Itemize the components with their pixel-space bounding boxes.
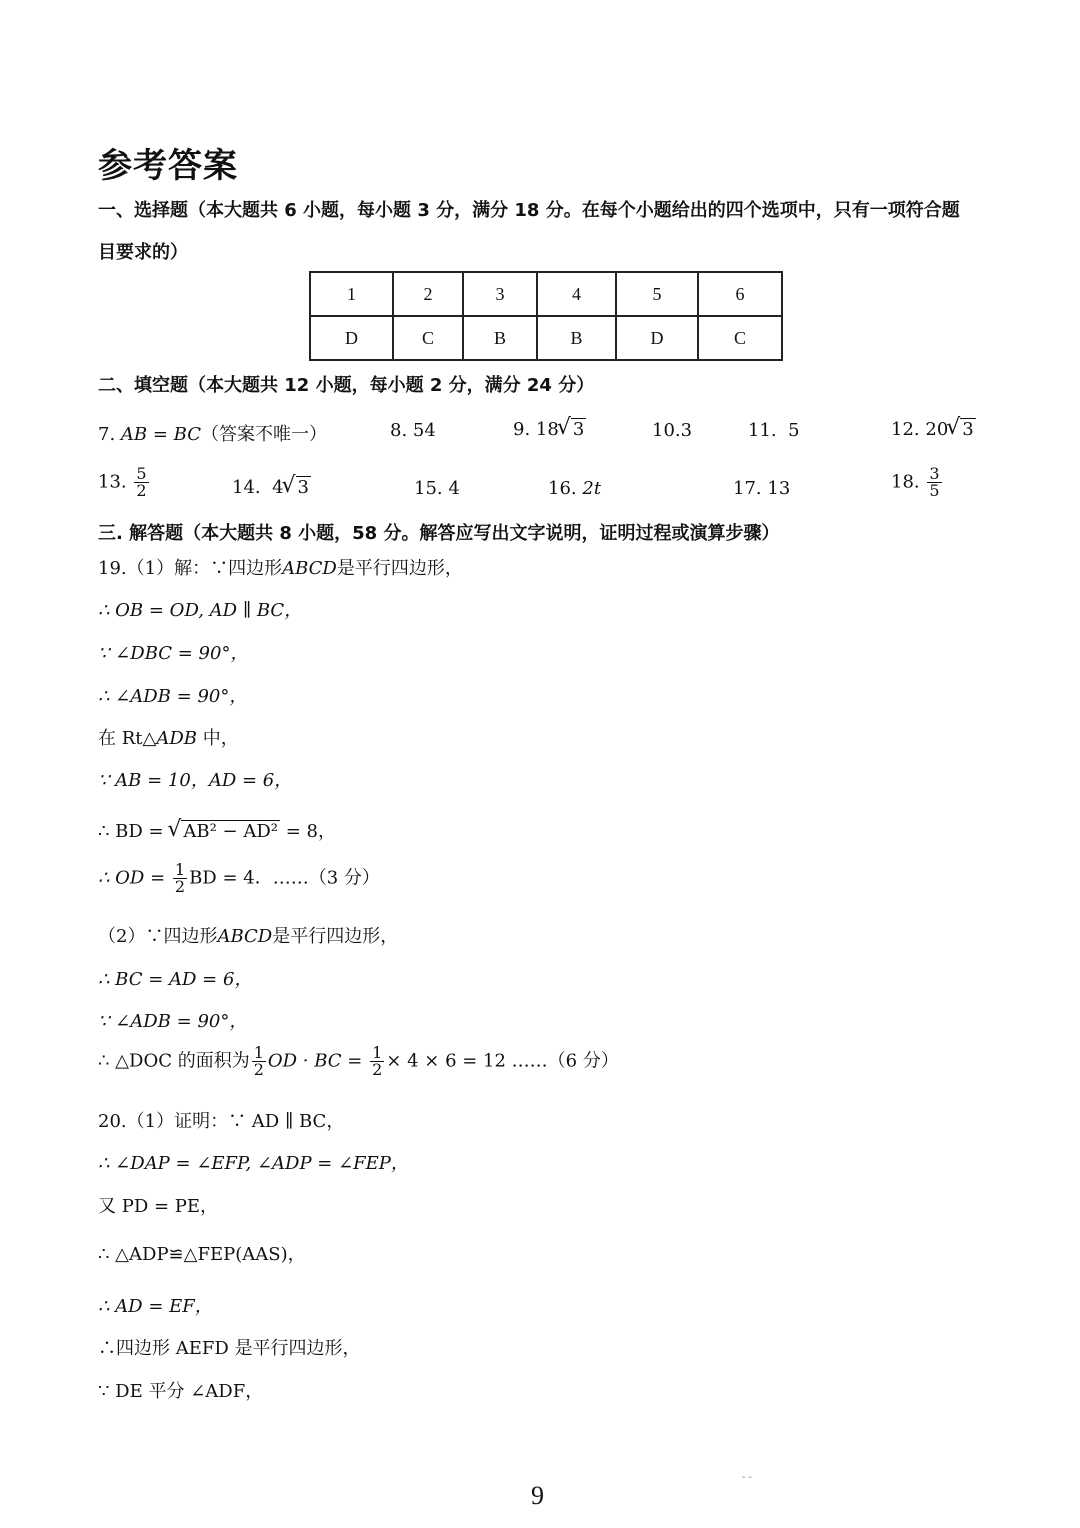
answer-q12 (891, 418, 976, 440)
answer-value: 13 (767, 478, 791, 499)
q19-line-8 (98, 862, 380, 895)
question-number: 17. (733, 478, 762, 499)
answer-coef: 18 (535, 419, 559, 440)
fraction (252, 1045, 266, 1078)
q19-line-3: ∵ ∠DBC = 90°， (98, 643, 249, 664)
question-number: 7. (98, 424, 116, 445)
answer-expr: AB = BC (120, 424, 202, 445)
fraction-numerator: 1 (253, 1043, 264, 1062)
sqrt-symbol (948, 418, 975, 440)
table-cell-answer: C (393, 316, 463, 360)
answer-q14 (232, 476, 311, 498)
answer-value: 2t (582, 478, 602, 499)
table-cell-number: 6 (698, 272, 782, 316)
q19-line-10: ∴ BC = AD = 6， (98, 969, 253, 990)
answer-q11 (748, 420, 800, 441)
text-segment: 19.（1）解：∵四边形 (98, 558, 283, 579)
answer-q8 (390, 420, 436, 441)
corner-mark: - - (742, 1472, 752, 1483)
q20-line-6: ∴四边形 AEFD 是平行四边形， (98, 1338, 361, 1359)
text-segment: 在 Rt△ (98, 728, 157, 749)
q19-line-2: ∴ OB = OD, AD ∥ BC， (98, 600, 303, 621)
section1-heading-line1: 一、选择题（本大题共 6 小题，每小题 3 分，满分 18 分。在每个小题给出的四个选项中，只有一项符合题 (98, 200, 960, 221)
answer-q16 (548, 478, 601, 499)
radicand: AB² − AD² (183, 821, 278, 842)
fraction (370, 1045, 384, 1078)
sqrt-symbol (169, 820, 280, 842)
q20-line-5: ∴ AD = EF， (98, 1296, 213, 1317)
fraction-denominator: 2 (136, 481, 147, 500)
question-number: 8. (390, 420, 408, 441)
table-cell-answer: D (616, 316, 698, 360)
table-cell-number: 5 (616, 272, 698, 316)
q19-line-1 (98, 554, 463, 580)
radicand: 3 (297, 477, 309, 498)
table-cell-number: 1 (310, 272, 393, 316)
question-number: 11. (748, 420, 777, 441)
text-segment: = 8， (279, 821, 336, 842)
text-segment: ∴ △DOC 的面积为 (98, 1050, 250, 1072)
fraction (173, 862, 187, 895)
q20-line-3: 又 PD = PE， (98, 1196, 219, 1217)
fraction-numerator: 1 (372, 1043, 383, 1062)
answer-table (309, 271, 783, 361)
fraction-denominator: 2 (372, 1060, 383, 1079)
q19-line-5 (98, 724, 239, 750)
question-number: 12. (891, 419, 920, 440)
text-segment: （2）∵四边形 (98, 926, 218, 947)
table-cell-answer: C (698, 316, 782, 360)
q19-line-7 (98, 817, 336, 843)
text-segment: BD = 4．……（3 分） (189, 867, 380, 889)
answer-value: 4 (448, 478, 460, 499)
answer-coef: 4 (272, 477, 284, 498)
section2-heading: 二、填空题（本大题共 12 小题，每小题 2 分，满分 24 分） (98, 375, 595, 396)
q19-line-11: ∵ ∠ADB = 90°， (98, 1011, 248, 1032)
answer-value: .3 (674, 420, 693, 441)
text-segment: 是平行四边形， (272, 926, 399, 947)
answer-q7 (98, 420, 327, 446)
text-segment: ∴ OD = (98, 867, 171, 889)
q19-line-12 (98, 1045, 619, 1078)
fraction (927, 466, 941, 499)
text-segment: OD · BC = (267, 1050, 369, 1072)
question-number: 9. (513, 419, 531, 440)
answer-q17 (733, 478, 790, 499)
answer-table-answer-row (310, 316, 782, 360)
fraction-denominator: 5 (929, 481, 940, 500)
question-number: 13. (98, 471, 127, 493)
sqrt-symbol (284, 476, 311, 498)
fraction-numerator: 1 (174, 860, 186, 879)
fraction-denominator: 2 (174, 877, 186, 896)
answer-q9 (513, 418, 586, 440)
section3-heading: 三. 解答题（本大题共 8 小题，58 分。解答应写出文字说明，证明过程或演算步骤） (98, 523, 780, 544)
page-title: 参考答案 (98, 146, 238, 186)
table-cell-number: 4 (537, 272, 616, 316)
text-segment: 中， (197, 728, 239, 749)
radicand: 3 (962, 419, 974, 440)
radicand: 3 (572, 419, 585, 440)
question-number: 14. (232, 477, 261, 498)
q19-line-9 (98, 922, 398, 948)
page-number: 9 (531, 1481, 544, 1510)
answer-q18 (891, 466, 944, 499)
fraction-numerator: 3 (929, 464, 940, 483)
math-var: ADB (156, 728, 198, 749)
q20-line-7: ∵ DE 平分 ∠ADF， (98, 1381, 264, 1402)
text-segment: × 4 × 6 = 12 ……（6 分） (386, 1050, 619, 1072)
answer-note: （答案不唯一） (201, 424, 328, 445)
question-number: 10 (652, 420, 675, 441)
answer-value: 54 (412, 420, 436, 441)
answer-table-number-row (310, 272, 782, 316)
question-number: 15. (414, 478, 443, 499)
text-segment: ∴ BD = (98, 821, 170, 842)
math-var: ABCD (217, 926, 273, 947)
table-cell-answer: B (463, 316, 537, 360)
q20-line-2: ∴ ∠DAP = ∠EFP, ∠ADP = ∠FEP， (98, 1153, 409, 1174)
q19-line-4: ∴ ∠ADB = 90°， (98, 686, 248, 707)
answer-coef: 20 (925, 419, 949, 440)
question-number: 18. (891, 471, 920, 493)
answer-q15 (414, 478, 460, 499)
table-cell-number: 3 (463, 272, 537, 316)
sqrt-symbol (559, 418, 586, 440)
table-cell-answer: B (537, 316, 616, 360)
text-segment: 是平行四边形， (336, 558, 463, 579)
question-number: 16. (548, 478, 577, 499)
q20-line-1: 20.（1）证明：∵ AD ∥ BC， (98, 1111, 345, 1132)
q20-line-4: ∴ △ADP≌△FEP(AAS)， (98, 1244, 306, 1265)
q19-line-6: ∵ AB = 10，AD = 6， (98, 770, 293, 791)
fraction-denominator: 2 (253, 1060, 264, 1079)
answer-value: 5 (788, 420, 800, 441)
section1-heading-line2: 目要求的） (98, 242, 188, 263)
fraction (134, 466, 148, 499)
answer-q13 (98, 466, 151, 499)
fraction-numerator: 5 (136, 464, 147, 483)
math-var: ABCD (282, 558, 337, 579)
table-cell-number: 2 (393, 272, 463, 316)
answer-q10 (652, 420, 692, 441)
table-cell-answer: D (310, 316, 393, 360)
